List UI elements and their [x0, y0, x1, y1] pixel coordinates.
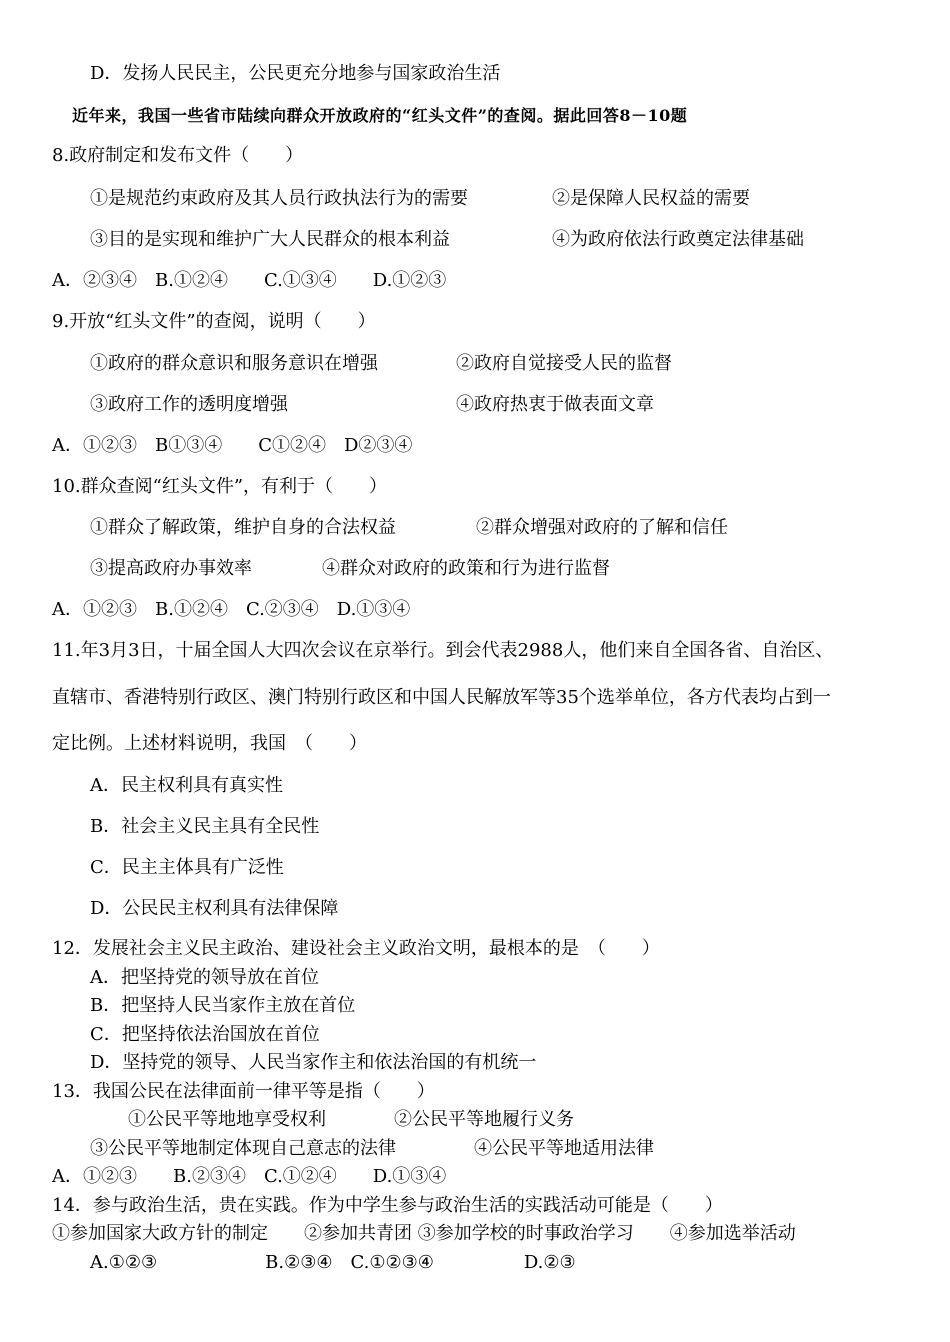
q13-item-3: ③公民平等地制定体现自己意志的法律	[90, 1138, 396, 1159]
q13-item-4: ④公民平等地适用法律	[474, 1138, 654, 1159]
q10-choices: A．①②③ B.①②④ C.②③④ D.①③④	[52, 599, 411, 620]
q12-option-a: A．把坚持党的领导放在首位	[90, 967, 319, 988]
q9-item-2: ②政府自觉接受人民的监督	[456, 353, 672, 374]
q11-stem-line-1: 11.年3月3日，十届全国人大四次会议在京举行。到会代表2988人，他们来自全国各省、自治区、	[52, 640, 834, 661]
q7-option-d: D．发扬人民民主，公民更充分地参与国家政治生活	[90, 63, 501, 84]
q8-stem: 8.政府制定和发布文件（ ）	[52, 145, 304, 166]
q11-stem-line-3: 定比例。上述材料说明，我国 （ ）	[52, 733, 367, 754]
q13-item-2: ②公民平等地履行义务	[394, 1109, 574, 1130]
q12-stem: 12．发展社会主义民主政治、建设社会主义政治文明，最根本的是 （ ）	[52, 938, 660, 959]
q13-choices: A．①②③ B.②③④ C.①②④ D.①③④	[52, 1166, 447, 1187]
q9-stem: 9.开放“红头文件”的查阅，说明（ ）	[52, 311, 376, 332]
q12-option-d: D．坚持党的领导、人民当家作主和依法治国的有机统一	[90, 1052, 537, 1073]
q13-stem: 13．我国公民在法律面前一律平等是指（ ）	[52, 1081, 435, 1102]
q11-option-a: A．民主权利具有真实性	[90, 775, 283, 796]
q9-item-3: ③政府工作的透明度增强	[90, 394, 288, 415]
q10-item-2: ②群众增强对政府的了解和信任	[476, 517, 728, 538]
q9-item-4: ④政府热衷于做表面文章	[456, 394, 654, 415]
q12-option-b: B．把坚持人民当家作主放在首位	[90, 995, 356, 1016]
q10-item-4: ④群众对政府的政策和行为进行监督	[322, 558, 610, 579]
q9-choices: A．①②③ B①③④ C①②④ D②③④	[52, 435, 413, 456]
q11-stem-line-2: 直辖市、香港特别行政区、澳门特别行政区和中国人民解放军等35个选举单位，各方代表均占到一	[52, 687, 831, 708]
q11-option-d: D．公民民主权利具有法律保障	[90, 898, 339, 919]
q8-item-1: ①是规范约束政府及其人员行政执法行为的需要	[90, 188, 468, 209]
q10-item-3: ③提高政府办事效率	[90, 558, 252, 579]
passage-intro: 近年来，我国一些省市陆续向群众开放政府的“红头文件”的查阅。据此回答8－10题	[72, 106, 688, 125]
q13-item-1: ①公民平等地地享受权利	[128, 1109, 326, 1130]
q8-item-3: ③目的是实现和维护广大人民群众的根本利益	[90, 229, 450, 250]
q12-option-c: C．把坚持依法治国放在首位	[90, 1024, 320, 1045]
q14-stem: 14．参与政治生活，贵在实践。作为中学生参与政治生活的实践活动可能是（ ）	[52, 1195, 723, 1216]
q14-items: ①参加国家大政方针的制定 ②参加共青团 ③参加学校的时事政治学习 ④参加选举活动	[52, 1223, 796, 1244]
q10-stem: 10.群众查阅“红头文件”，有利于（ ）	[52, 476, 388, 497]
q14-choices: A.①②③ B.②③④ C.①②③④ D.②③	[90, 1252, 576, 1273]
q11-option-c: C．民主主体具有广泛性	[90, 857, 284, 878]
q8-choices: A．②③④ B.①②④ C.①③④ D.①②③	[52, 270, 447, 291]
q9-item-1: ①政府的群众意识和服务意识在增强	[90, 353, 378, 374]
q10-item-1: ①群众了解政策，维护自身的合法权益	[90, 517, 396, 538]
q8-item-4: ④为政府依法行政奠定法律基础	[552, 229, 804, 250]
q8-item-2: ②是保障人民权益的需要	[552, 188, 750, 209]
q11-option-b: B．社会主义民主具有全民性	[90, 816, 320, 837]
